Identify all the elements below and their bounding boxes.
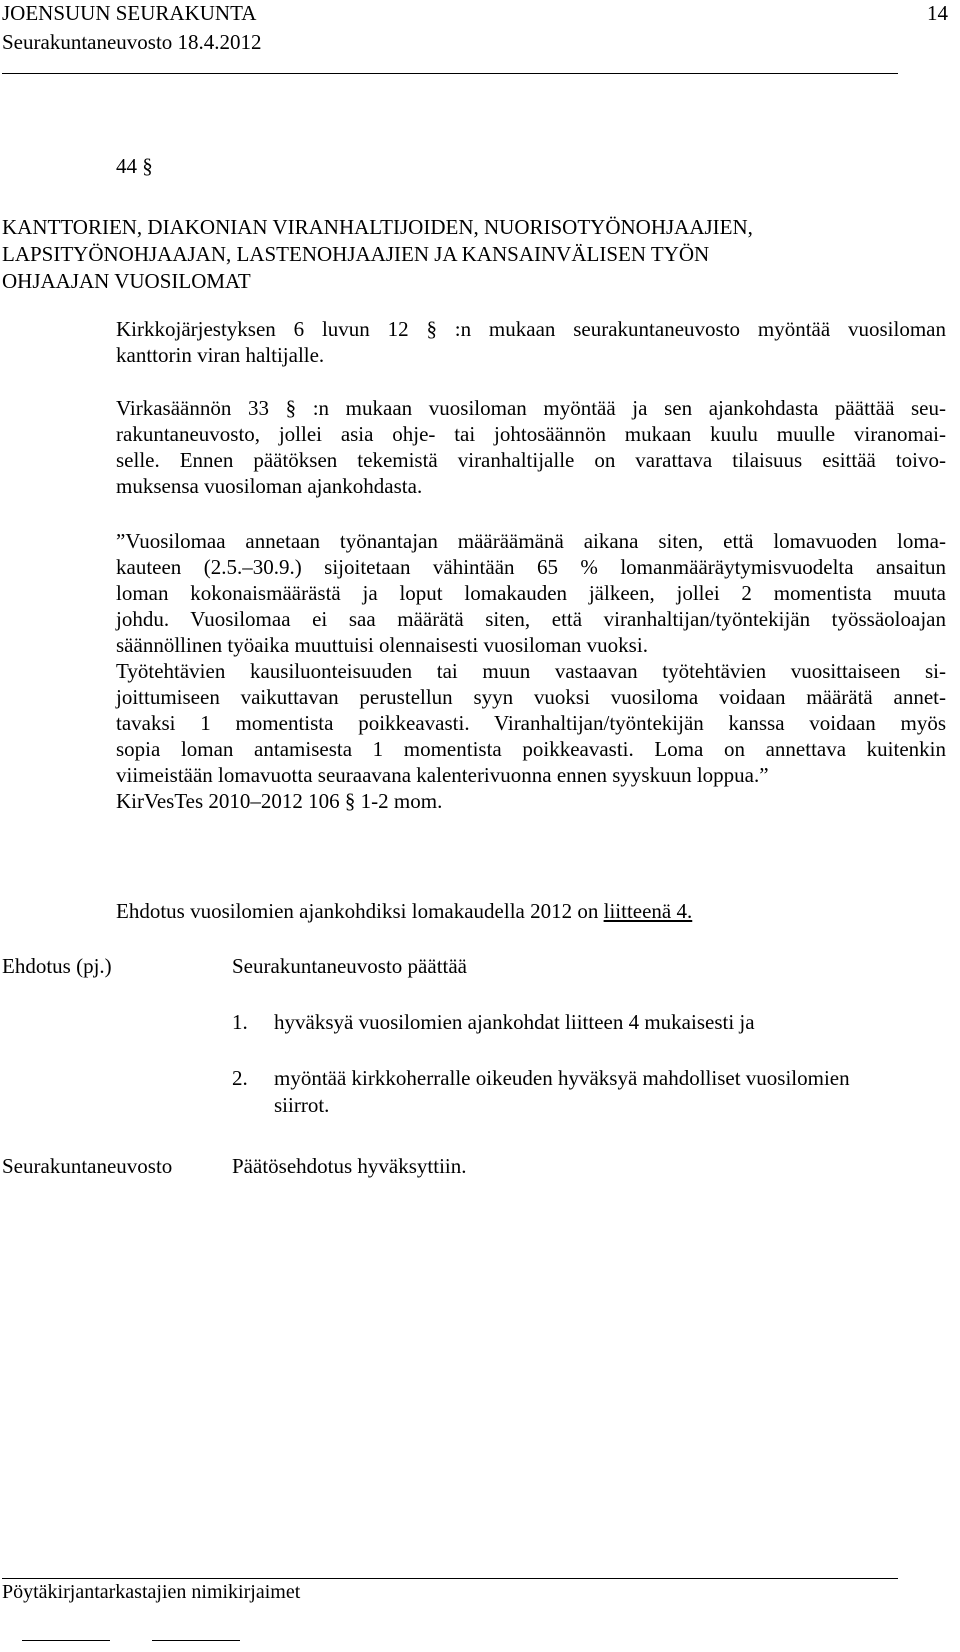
text-line: Työtehtävien kausiluonteisuuden tai muun vastaavan työtehtävien vuosittaiseen si- (116, 659, 946, 683)
proposal-item (232, 1009, 952, 1035)
attachment-link[interactable]: liitteenä 4. (603, 899, 693, 923)
section-number (116, 153, 153, 179)
text-line: KirVesTes 2010–2012 106 § 1-2 mom. (116, 789, 443, 813)
proposal-item-number: 2. (232, 1066, 248, 1090)
text-line: säännöllinen työaika muuttuisi olennaisesti vuosiloman vuoksi. (116, 633, 648, 657)
text-line: Kirkkojärjestyksen 6 luvun 12 § :n mukaan seurakuntaneuvosto myöntää vuosiloman (116, 317, 946, 341)
proposal-label: Ehdotus (pj.) (2, 954, 112, 978)
organization-name: JOENSUUN SEURAKUNTA (2, 1, 257, 25)
proposal-item-text: hyväksyä vuosilomien ajankohdat liitteen 4 mukaisesti ja (274, 1010, 755, 1034)
proposal-intro: Seurakuntaneuvosto päättää (232, 954, 467, 978)
text-line: rakuntaneuvosto, jollei asia ohje- tai johtosäännön mukaan kuulu muulle viranomai- (116, 422, 946, 446)
paragraph-church-order (116, 316, 946, 368)
text-line: kauteen (2.5.–30.9.) sijoitetaan vähintään 65 % lomanmääräytymisvuodelta ansaitun (116, 555, 946, 579)
section-title-line: OHJAAJAN VUOSILOMAT (2, 269, 251, 293)
proposal-item-number: 1. (232, 1010, 248, 1034)
paragraph-office-regulation (116, 395, 946, 499)
proposal-item (232, 1065, 952, 1091)
decision-label: Seurakuntaneuvosto (2, 1154, 173, 1178)
page-number: 14 (927, 1, 948, 25)
decision-text: Päätösehdotus hyväksyttiin. (232, 1154, 467, 1178)
section-title (2, 214, 942, 295)
text-line: tavaksi 1 momentista poikkeavasti. Viranhaltijan/työntekijän kanssa voidaan myös (116, 711, 946, 735)
header-rule (2, 73, 898, 74)
paragraph-proposal-reference (116, 898, 946, 924)
footer-rule (2, 1578, 898, 1579)
text-line: muksensa vuosiloman ajankohdasta. (116, 474, 423, 498)
text-line: loman kokonaismäärästä ja loput lomakauden jälkeen, jollei 2 momentista muuta (116, 581, 946, 605)
text-line: Virkasäännön 33 § :n mukaan vuosiloman myöntää ja sen ajankohdasta päättää seu- (116, 396, 946, 420)
meeting-title: Seurakuntaneuvosto 18.4.2012 (2, 30, 262, 54)
proposal-item-continuation: siirrot. (274, 1093, 330, 1117)
initials-line (22, 1640, 110, 1641)
text-line: kanttorin viran haltijalle. (116, 343, 325, 367)
proposal-item-text: myöntää kirkkoherralle oikeuden hyväksyä mahdolliset vuosilomien (274, 1066, 850, 1090)
section-title-line: KANTTORIEN, DIAKONIAN VIRANHALTIJOIDEN, NUORISOTYÖNOHJAAJIEN, (2, 215, 753, 239)
text-line: joittumiseen vaikuttavan perustellun syyn vuoksi vuosiloma voidaan määrätä annet- (116, 685, 946, 709)
text-line: ”Vuosilomaa annetaan työnantajan määräämänä aikana siten, että lomavuoden loma- (116, 529, 946, 553)
paragraph-collective-agreement-quote (116, 528, 946, 814)
text-line: viimeistään lomavuotta seuraavana kalenterivuonna ennen syyskuun loppua.” (116, 763, 769, 787)
signatures-label: Pöytäkirjantarkastajien nimikirjaimet (2, 1581, 301, 1603)
text-line: johdu. Vuosilomaa ei saa määrätä siten, että viranhaltijan/työntekijän työssäoloajan (116, 607, 946, 631)
section-title-line: LAPSITYÖNOHJAAJAN, LASTENOHJAAJIEN JA KANSAINVÄLISEN TYÖN (2, 242, 710, 266)
text-line: selle. Ennen päätöksen tekemistä viranhaltijalle on varattava tilaisuus esittää toivo- (116, 448, 946, 472)
text-line: Ehdotus vuosilomien ajankohdiksi lomakaudella 2012 on (116, 899, 604, 923)
text-line: sopia loman antamisesta 1 momentista poikkeavasti. Loma on annettava kuitenkin (116, 737, 946, 761)
initials-line (152, 1640, 240, 1641)
section-symbol: § (142, 154, 153, 178)
section-number-value: 44 (116, 154, 137, 178)
